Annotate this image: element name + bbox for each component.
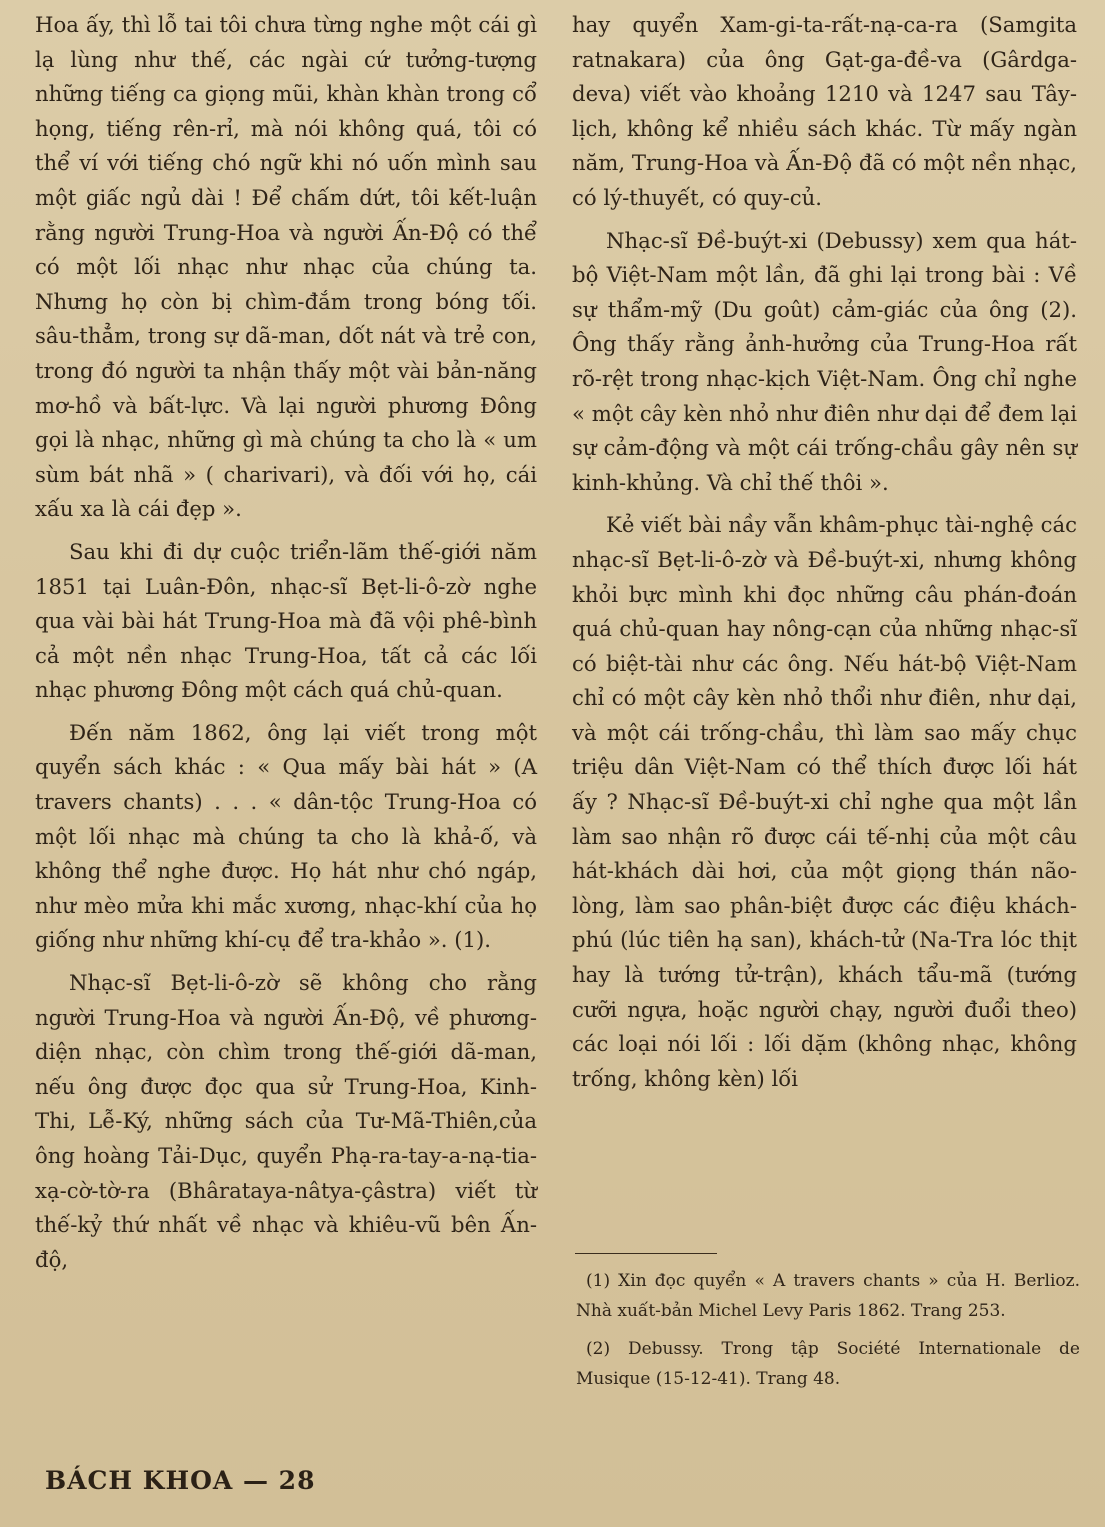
paragraph: Đến năm 1862, ông lại viết trong một quyển sách khác : « Qua mấy bài hát » (A travers chants) . . . « dân-tộc Trung-Hoa có một lối nhạc mà chúng ta cho là khả-ố, và không thể nghe được. Họ hát như chó ngáp, như mèo mửa khi mắc xương, nhạc-khí của họ giống như những khí-cụ để tra-khảo ». (1). xyxy=(35,719,537,953)
footnote-1: (1) Xin đọc quyển « A travers chants » của H. Berlioz. Nhà xuất-bản Michel Levy Paris 1862. Trang 253. xyxy=(576,1271,1080,1321)
paragraph: hay quyển Xam-gi-ta-rất-nạ-ca-ra (Samgita ratnakara) của ông Gạt-ga-đề-va (Gârdga-deva) viết vào khoảng 1210 và 1247 sau Tây-lịch, không kể nhiều sách khác. Từ mấy ngàn năm, Trung-Hoa và Ấn-Độ đã có một nền nhạc, có lý-thuyết, có quy-củ. xyxy=(572,12,1077,210)
left-column xyxy=(35,8,537,1285)
right-column xyxy=(572,8,1077,1104)
paragraph: Kẻ viết bài nầy vẫn khâm-phục tài-nghệ các nhạc-sĩ Bẹt-li-ô-zờ và Đề-buýt-xi, nhưng không khỏi bực mình khi đọc những câu phán-đoán quá chủ-quan hay nông-cạn của những nhạc-sĩ có biệt-tài như các ông. Nếu hát-bộ Việt-Nam chỉ có một cây kèn nhỏ thổi như điên, như dại, và một cái trống-chầu, thì làm sao mấy chục triệu dân Việt-Nam có thể thích được lối hát ấy ? Nhạc-sĩ Đề-buýt-xi chỉ nghe qua một lần làm sao nhận rõ được cái tế-nhị của một câu hát-khách dài hơi, của một giọng thán não-lòng, làm sao phân-biệt được các điệu khách-phú (lúc tiên hạ san), khách-tử (Na-Tra lóc thịt hay là tướng tử-trận), khách tẩu-mã (tướng cưỡi ngựa, hoặc người chạy, người đuổi theo) các loại nói lối : lối dặm (không nhạc, không trống, không kèn) lối xyxy=(572,512,1077,1091)
footnotes xyxy=(576,1266,1080,1402)
paragraph: Nhạc-sĩ Bẹt-li-ô-zờ sẽ không cho rằng người Trung-Hoa và người Ấn-Độ, về phương-diện nhạc, còn chìm trong thế-giới dã-man, nếu ông được đọc qua sử Trung-Hoa, Kinh-Thi, Lễ-Ký, những sách của Tư-Mã-Thiên,của ông hoàng Tải-Dục, quyển Phạ-ra-tay-a-nạ-tia-xạ-cờ-tờ-ra (Bhârataya-nâtya-çâstra) viết từ thế-kỷ thứ nhất về nhạc và khiêu-vũ bên Ấn-độ, xyxy=(35,970,537,1272)
paragraph: Sau khi đi dự cuộc triển-lãm thế-giới năm 1851 tại Luân-Đôn, nhạc-sĩ Bẹt-li-ô-zờ nghe qua vài bài hát Trung-Hoa mà đã vội phê-bình cả một nền nhạc Trung-Hoa, tất cả các lối nhạc phương Đông một cách quá chủ-quan. xyxy=(35,538,537,703)
paragraph: Hoa ấy, thì lỗ tai tôi chưa từng nghe một cái gì lạ lùng như thế, các ngài cứ tưởng-tượng những tiếng ca giọng mũi, khàn khàn trong cổ họng, tiếng rên-rỉ, mà nói không quá, tôi có thể ví với tiếng chó ngữ khi nó uốn mình sau một giấc ngủ dài ! Để chấm dứt, tôi kết-luận rằng người Trung-Hoa và người Ấn-Độ có thể có một lối nhạc như nhạc của chúng ta. Nhưng họ còn bị chìm-đắm trong bóng tối. sâu-thẳm, trong sự dã-man, dốt nát và trẻ con, trong đó người ta nhận thấy một vài bản-năng mơ-hồ và bất-lực. Và lại người phương Đông gọi là nhạc, những gì mà chúng ta cho là « um sùm bát nhã » ( charivari), và đối với họ, cái xấu xa là cái đẹp ». xyxy=(35,12,537,522)
paragraph: Nhạc-sĩ Đề-buýt-xi (Debussy) xem qua hát-bộ Việt-Nam một lần, đã ghi lại trong bài : Về sự thẩm-mỹ (Du goût) cảm-giác của ông (2). Ông thấy rằng ảnh-hưởng của Trung-Hoa rất rõ-rệt trong nhạc-kịch Việt-Nam. Ông chỉ nghe « một cây kèn nhỏ như điên như dại để đem lại sự cảm-động và một cái trống-chầu gây nên sự kinh-khủng. Và chỉ thế thôi ». xyxy=(572,227,1077,495)
footnote-divider xyxy=(575,1253,717,1254)
page-footer: BÁCH KHOA — 28 xyxy=(45,1466,316,1495)
footnote-2: (2) Debussy. Trong tập Société Internationale de Musique (15-12-41). Trang 48. xyxy=(576,1339,1080,1389)
